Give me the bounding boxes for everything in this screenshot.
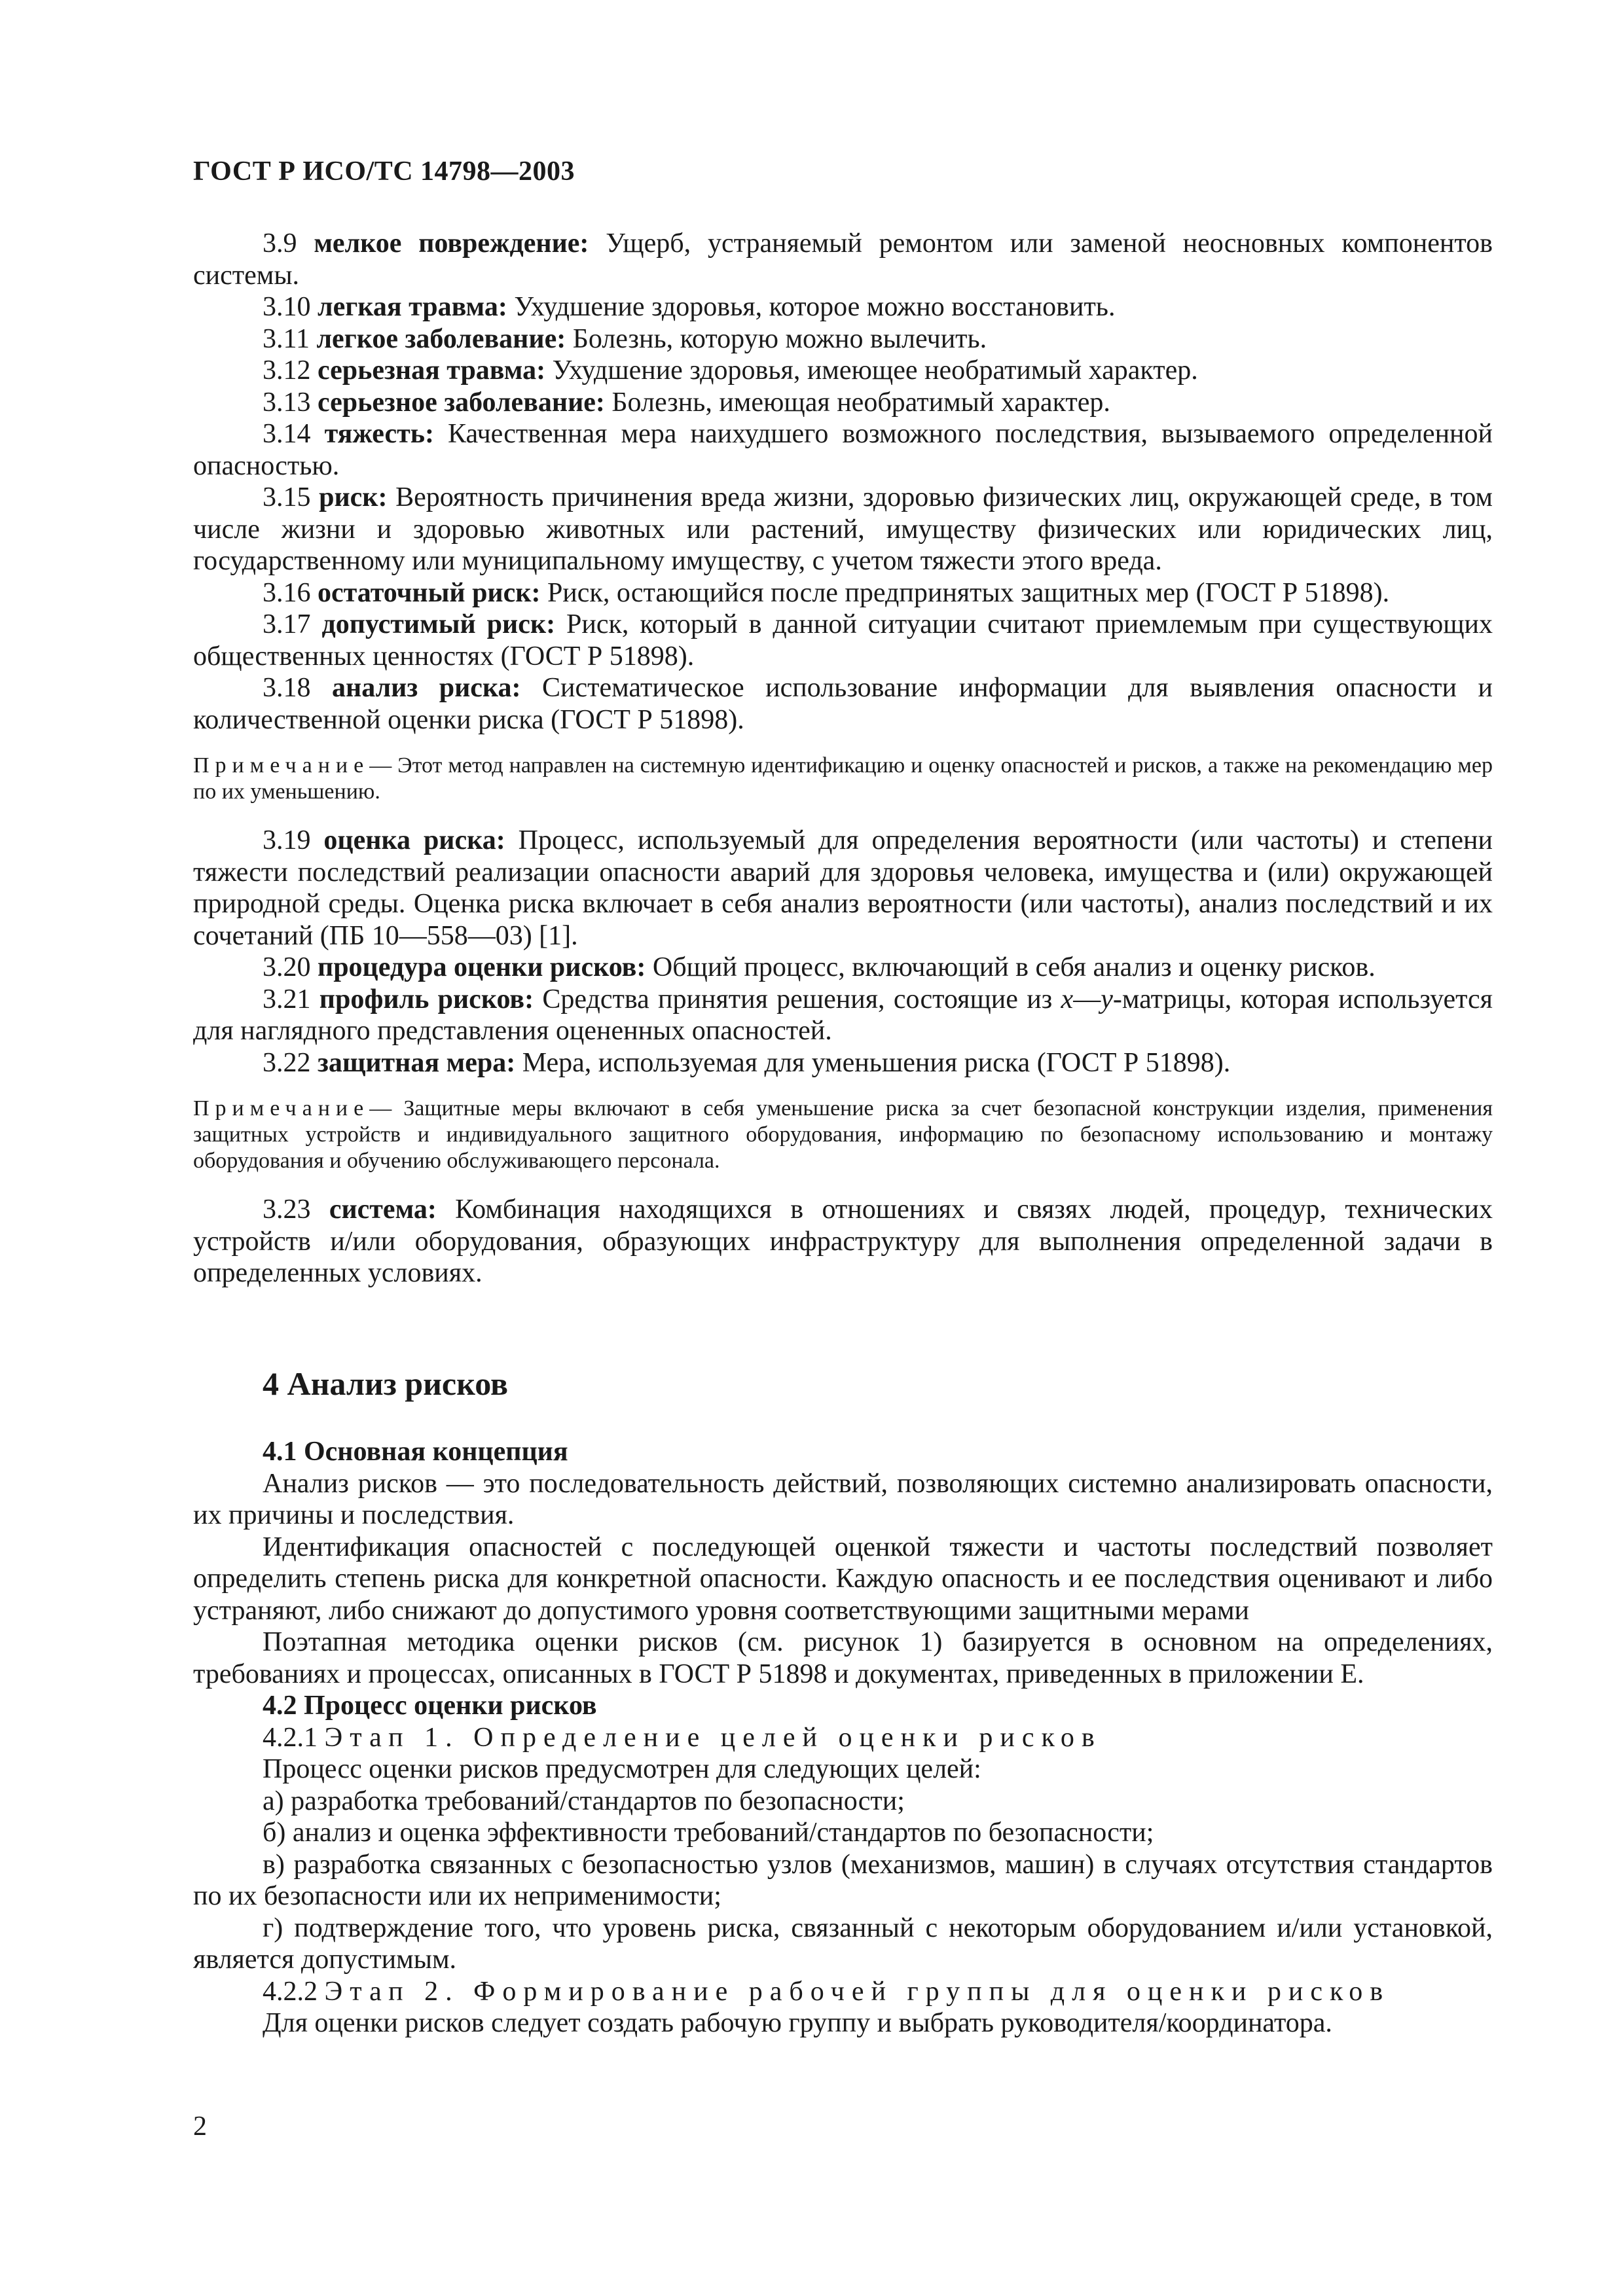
clause-number: 3.20 (263, 952, 311, 982)
list-item: б) анализ и оценка эффективности требований/стандартов по безопасности; (263, 1818, 1154, 1848)
clause-number: 3.21 (263, 984, 311, 1014)
list-item: г) подтверждение того, что уровень риска, связанный с некоторым оборудованием и/или установкой, является допустимым. (193, 1912, 1493, 1975)
definition-3-13 (193, 387, 1493, 419)
list-item: в) разработка связанных с безопасностью узлов (механизмов, машин) в случаях отсутствия стандартов по их безопасности или их неприменимости; (193, 1849, 1493, 1911)
definition-text: Болезнь, которую можно вылечить. (566, 323, 987, 354)
definition-3-18 (193, 672, 1493, 736)
definition-text: Систематическое использование информации для выявления опасности и количественной оценки риска (ГОСТ Р 51898). (193, 673, 1493, 735)
clause-number: 4.2.2 (263, 1976, 318, 2007)
definition-3-19 (193, 825, 1493, 952)
clause-number: 3.11 (263, 323, 310, 354)
definition-text: Риск, который в данной ситуации считают приемлемым при существующих общественных ценностях (ГОСТ Р 51898). (193, 609, 1493, 672)
definition-text: Ущерб, устраняемый ремонтом или заменой неосновных компонентов системы. (193, 228, 1493, 291)
paragraph: Идентификация опасностей с последующей оценкой тяжести и частоты последствий позволяет определить степень риска для конкретной опасности. Каждую опасность и ее последствия оценивают и либо устраняют, либо снижают до допустимого уровня соответствующими защитными мерами (193, 1532, 1493, 1626)
clause-number: 3.22 (263, 1047, 311, 1078)
term: допустимый риск: (321, 609, 556, 639)
step-4-2-2-heading (193, 1976, 1493, 2008)
paragraph: Поэтапная методика оценки рисков (см. рисунок 1) базируется в основном на определениях, требованиях и процессах, описанных в ГОСТ Р 51898 и документах, приведенных в приложении Е. (193, 1627, 1493, 1689)
definition-3-17 (193, 609, 1493, 672)
document-header: ГОСТ Р ИСО/ТС 14798—2003 (193, 156, 575, 187)
term: тяжесть: (324, 419, 434, 449)
term: риск: (319, 482, 388, 512)
term: серьезная травма: (318, 355, 546, 386)
document-body (193, 228, 1493, 2039)
subsection-4-2-title: 4.2 Процесс оценки рисков (263, 1691, 597, 1721)
definition-3-20 (193, 952, 1493, 984)
matrix-dash: — (1073, 984, 1101, 1014)
note-label: Примечание (193, 753, 370, 778)
term: серьезное заболевание: (318, 387, 605, 418)
note-text: — Защитные меры включают в себя уменьшение риска за счет безопасной конструкции изделия, применения защитных устройств и индивидуального защитного оборудования, информацию по безопасному использованию и монтажу оборудования и обучению обслуживающего персонала. (193, 1096, 1493, 1173)
clause-number: 3.13 (263, 387, 311, 418)
note-2 (193, 1096, 1493, 1174)
list-item: а) разработка требований/стандартов по безопасности; (263, 1785, 905, 1816)
note-1 (193, 753, 1493, 805)
definition-text: Процесс, используемый для определения вероятности (или частоты) и степени тяжести последствий реализации опасности аварий для здоровья человека, имущества и (или) окружающей природной среды. Оценка риска включает в себя анализ вероятности (или частоты), анализ последствий и их сочетаний (ПБ 10—558—03) [1]. (193, 825, 1493, 951)
definition-3-9 (193, 228, 1493, 291)
definition-3-23 (193, 1194, 1493, 1289)
definition-text: Ухудшение здоровья, которое можно восстановить. (507, 292, 1116, 322)
term: защитная мера: (318, 1047, 516, 1078)
clause-number: 3.15 (263, 482, 311, 512)
term: анализ риска: (332, 673, 521, 703)
subsection-4-1-title: 4.1 Основная концепция (263, 1437, 568, 1467)
clause-number: 3.23 (263, 1194, 311, 1225)
definition-text: Общий процесс, включающий в себя анализ и оценку рисков. (646, 952, 1376, 982)
definition-text: Риск, остающийся после предпринятых защитных мер (ГОСТ Р 51898). (540, 577, 1390, 608)
clause-number: 3.12 (263, 355, 311, 386)
definition-3-12 (193, 355, 1493, 387)
term: легкое заболевание: (316, 323, 566, 354)
clause-number: 3.14 (263, 419, 311, 449)
clause-number: 3.19 (263, 825, 311, 855)
term: процедура оценки рисков: (318, 952, 646, 982)
paragraph: Анализ рисков — это последовательность действий, позволяющих системно анализировать опасности, их причины и последствия. (193, 1468, 1493, 1530)
step-title: Этап 1. Определение целей оценки рисков (324, 1722, 1102, 1753)
step-title: Этап 2. Формирование рабочей группы для оценки рисков (324, 1976, 1391, 2007)
definition-3-22 (193, 1047, 1493, 1079)
definition-text: Качественная мера наихудшего возможного последствия, вызываемого определенной опасностью. (193, 419, 1493, 481)
term: легкая травма: (318, 292, 507, 322)
definition-3-16 (193, 577, 1493, 609)
note-text: — Этот метод направлен на системную идентификацию и оценку опасностей и рисков, а также на рекомендацию мер по их уменьшению. (193, 753, 1493, 804)
term: остаточный риск: (318, 577, 541, 608)
matrix-y: y (1101, 984, 1113, 1014)
clause-number: 3.10 (263, 292, 311, 322)
clause-number: 3.18 (263, 673, 311, 703)
term: оценка риска: (323, 825, 505, 855)
definition-text: Комбинация находящихся в отношениях и связях людей, процедур, технических устройств и/или оборудования, образующих инфраструктуру для выполнения определенной задачи в определенных условиях. (193, 1194, 1493, 1288)
definition-3-21 (193, 984, 1493, 1047)
definition-text-end: -матрицы, которая используется для наглядного представления оцененных опасностей. (193, 984, 1493, 1046)
definition-text: Мера, используемая для уменьшения риска (ГОСТ Р 51898). (515, 1047, 1231, 1078)
matrix-x: x (1061, 984, 1074, 1014)
term: профиль рисков: (319, 984, 534, 1014)
page-number: 2 (193, 2111, 207, 2142)
definition-text: Болезнь, имеющая необратимый характер. (604, 387, 1110, 418)
definition-text: Средства принятия решения, состоящие из (534, 984, 1061, 1014)
definition-3-11 (193, 323, 1493, 355)
step-4-2-1-heading (193, 1722, 1493, 1754)
definition-text: Ухудшение здоровья, имеющее необратимый характер. (545, 355, 1198, 386)
definition-3-14 (193, 418, 1493, 482)
clause-number: 3.16 (263, 577, 311, 608)
note-label: Примечание (193, 1096, 370, 1121)
definition-3-15 (193, 482, 1493, 577)
term: система: (329, 1194, 437, 1225)
section-4-title: 4 Анализ рисков (263, 1365, 509, 1402)
definition-3-10 (193, 291, 1493, 323)
paragraph: Процесс оценки рисков предусмотрен для следующих целей: (263, 1754, 981, 1784)
term: мелкое повреждение: (314, 228, 589, 259)
definition-text: Вероятность причинения вреда жизни, здоровью физических лиц, окружающей среде, в том числе жизни и здоровью животных или растений, имуществу физических или юридических лиц, государственному или муниципальному имуществу, с учетом тяжести этого вреда. (193, 482, 1493, 576)
clause-number: 4.2.1 (263, 1722, 318, 1753)
clause-number: 3.17 (263, 609, 311, 639)
clause-number: 3.9 (263, 228, 297, 259)
paragraph: Для оценки рисков следует создать рабочую группу и выбрать руководителя/координатора. (263, 2008, 1332, 2038)
